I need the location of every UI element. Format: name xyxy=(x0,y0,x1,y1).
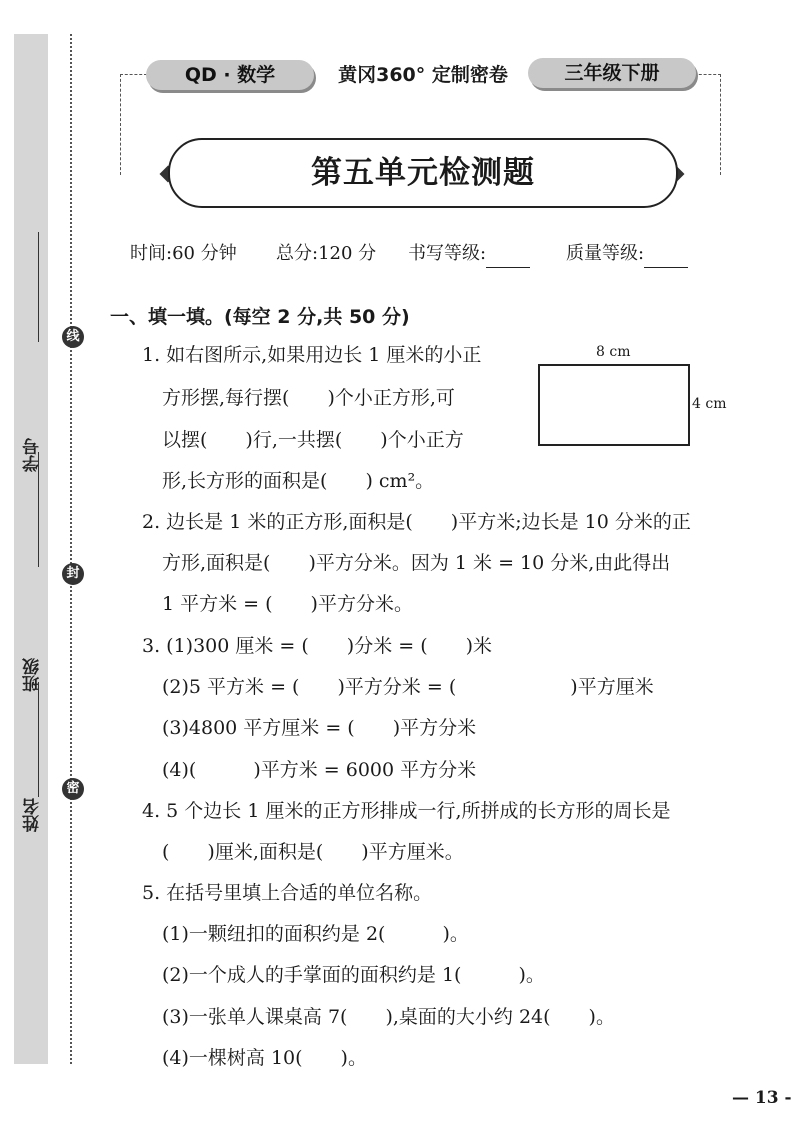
question-line: (2)5 平方米 = ( )平方分米 = ( )平方厘米 xyxy=(162,676,654,698)
writing-grade-blank[interactable] xyxy=(486,247,530,268)
question-line: (1)一颗纽扣的面积约是 2( )。 xyxy=(162,923,469,945)
student-id-line xyxy=(38,232,39,342)
rectangle-figure xyxy=(538,364,690,446)
secret-mark: 密 xyxy=(62,778,84,800)
grade-pill: 三年级下册 xyxy=(528,58,696,88)
quality-grade xyxy=(566,240,688,268)
total-score-info: 总分:120 分 xyxy=(276,243,377,264)
class-label: 班级 xyxy=(23,658,43,692)
class-line xyxy=(38,452,39,567)
question-line: 3. (1)300 厘米 = ( )分米 = ( )米 xyxy=(142,635,493,657)
name-label: 姓名 xyxy=(23,798,43,832)
name-field[interactable] xyxy=(18,592,48,832)
writing-grade-label: 书写等级: xyxy=(408,243,487,264)
question-line: (3)一张单人课桌高 7( ),桌面的大小约 24( )。 xyxy=(162,1006,615,1028)
student-id-field[interactable] xyxy=(18,232,48,472)
page-number: — 13 - xyxy=(732,1088,792,1108)
question-line: (4)( )平方米 = 6000 平方分米 xyxy=(162,759,477,781)
student-id-label: 学号 xyxy=(23,438,43,472)
subject-pill: QD · 数学 xyxy=(146,60,314,90)
question-line: (4)一棵树高 10( )。 xyxy=(162,1047,367,1069)
quality-grade-blank[interactable] xyxy=(644,247,688,268)
quality-grade-label: 质量等级: xyxy=(566,243,645,264)
header-bracket-left xyxy=(120,74,147,175)
time-info: 时间:60 分钟 xyxy=(130,243,237,264)
page-title: 第五单元检测题 xyxy=(168,138,678,208)
question-line: 以摆( )行,一共摆( )个小正方 xyxy=(162,429,464,451)
name-line xyxy=(38,682,39,797)
header-bracket-right xyxy=(694,74,721,175)
question-line: ( )厘米,面积是( )平方厘米。 xyxy=(162,841,464,863)
series-title: 黄冈360° 定制密卷 xyxy=(338,64,508,86)
question-line: 1. 如右图所示,如果用边长 1 厘米的小正 xyxy=(142,344,482,366)
rect-width-label: 8 cm xyxy=(596,344,631,360)
rect-height-label: 4 cm xyxy=(692,396,727,412)
cut-line xyxy=(70,34,72,1064)
question-line: 形,长方形的面积是( ) cm²。 xyxy=(162,470,435,492)
question-line: (2)一个成人的手掌面的面积约是 1( )。 xyxy=(162,964,545,986)
line-mark: 线 xyxy=(62,326,84,348)
question-line: 5. 在括号里填上合适的单位名称。 xyxy=(142,882,433,904)
seal-mark: 封 xyxy=(62,563,84,585)
question-line: 方形摆,每行摆( )个小正方形,可 xyxy=(162,387,455,409)
writing-grade xyxy=(408,240,530,268)
section-title: 一、填一填。(每空 2 分,共 50 分) xyxy=(110,306,410,328)
question-line: 方形,面积是( )平方分米。因为 1 米 = 10 分米,由此得出 xyxy=(162,552,671,574)
question-line: 2. 边长是 1 米的正方形,面积是( )平方米;边长是 10 分米的正 xyxy=(142,511,691,533)
question-line: 1 平方米 = ( )平方分米。 xyxy=(162,593,413,615)
question-line: 4. 5 个边长 1 厘米的正方形排成一行,所拼成的长方形的周长是 xyxy=(142,800,671,822)
question-line: (3)4800 平方厘米 = ( )平方分米 xyxy=(162,717,477,739)
